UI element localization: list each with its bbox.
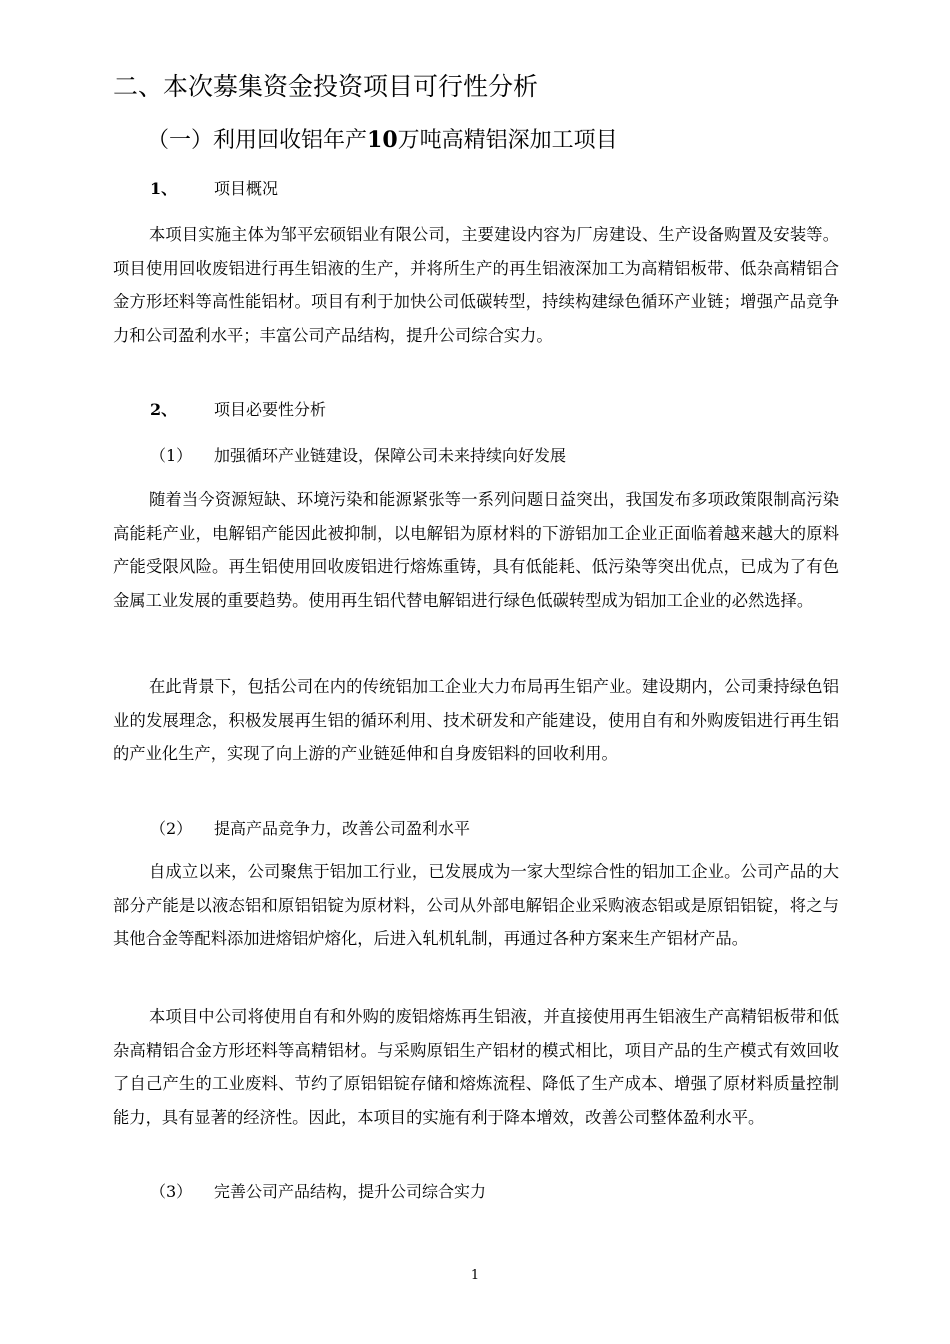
subitem-title: 完善公司产品结构，提升公司综合实力 xyxy=(214,1182,487,1201)
paragraph-overview: 本项目实施主体为邹平宏硕铝业有限公司，主要建设内容为厂房建设、生产设备购置及安装等。项目使用回收废铝进行再生铝液的生产，并将所生产的再生铝液深加工为高精铝板带、低杂高精铝合金方形坯料等高性能铝材。项目有利于加快公司低碳转型，持续构建绿色循环产业链；增强产品竞争力和公司盈利水平；丰富公司产品结构，提升公司综合实力。 xyxy=(113,225,839,345)
subsection-title-suffix: 万吨高精铝深加工项目 xyxy=(397,128,618,153)
subitem-title: 加强循环产业链建设，保障公司未来持续向好发展 xyxy=(214,446,567,465)
subitem-index: （2） xyxy=(150,819,193,838)
item-index: 1、 xyxy=(150,179,178,198)
paragraph-sub1-a: 随着当今资源短缺、环境污染和能源紧张等一系列问题日益突出，我国发布多项政策限制高污染高能耗产业，电解铝产能因此被抑制，以电解铝为原材料的下游铝加工企业正面临着越来越大的原料产能受限风险。再生铝使用回收废铝进行熔炼重铸，具有低能耗、低污染等突出优点，已成为了有色金属工业发展的重要趋势。使用再生铝代替电解铝进行绿色低碳转型成为铝加工企业的必然选择。 xyxy=(113,490,839,610)
item-title: 项目概况 xyxy=(214,179,279,198)
subitem-heading-2 xyxy=(150,817,470,841)
paragraph-sub1-b: 在此背景下，包括公司在内的传统铝加工企业大力布局再生铝产业。建设期内，公司秉持绿色铝业的发展理念，积极发展再生铝的循环利用、技术研发和产能建设，使用自有和外购废铝进行再生铝的产业化生产，实现了向上游的产业链延伸和自身废铝料的回收利用。 xyxy=(113,677,839,763)
subsection-title-prefix: （一）利用回收铝年产 xyxy=(147,128,368,153)
item-title: 项目必要性分析 xyxy=(214,400,327,419)
subsection-title xyxy=(147,123,618,158)
subitem-heading-3 xyxy=(150,1180,486,1204)
item-heading-necessity xyxy=(150,398,326,422)
paragraph-sub2-a: 自成立以来，公司聚焦于铝加工行业，已发展成为一家大型综合性的铝加工企业。公司产品的大部分产能是以液态铝和原铝铝锭为原材料，公司从外部电解铝企业采购液态铝或是原铝铝锭，将之与其他合金等配料添加进熔铝炉熔化，后进入轧机轧制，再通过各种方案来生产铝材产品。 xyxy=(113,862,839,948)
item-heading-overview xyxy=(150,177,278,201)
item-index: 2、 xyxy=(150,400,178,419)
subsection-title-number: 10 xyxy=(367,127,398,153)
subitem-index: （1） xyxy=(150,446,193,465)
subitem-title: 提高产品竞争力，改善公司盈利水平 xyxy=(214,819,471,838)
subitem-index: （3） xyxy=(150,1182,193,1201)
paragraph-sub2-b: 本项目中公司将使用自有和外购的废铝熔炼再生铝液，并直接使用再生铝液生产高精铝板带和低杂高精铝合金方形坯料等高精铝材。与采购原铝生产铝材的模式相比，项目产品的生产模式有效回收了自己产生的工业废料、节约了原铝铝锭存储和熔炼流程、降低了生产成本、增强了原材料质量控制能力，具有显著的经济性。因此，本项目的实施有利于降本增效，改善公司整体盈利水平。 xyxy=(113,1007,839,1127)
page-number: 1 xyxy=(470,1268,480,1283)
subitem-heading-1 xyxy=(150,444,566,468)
section-title: 二、本次募集资金投资项目可行性分析 xyxy=(113,72,539,101)
